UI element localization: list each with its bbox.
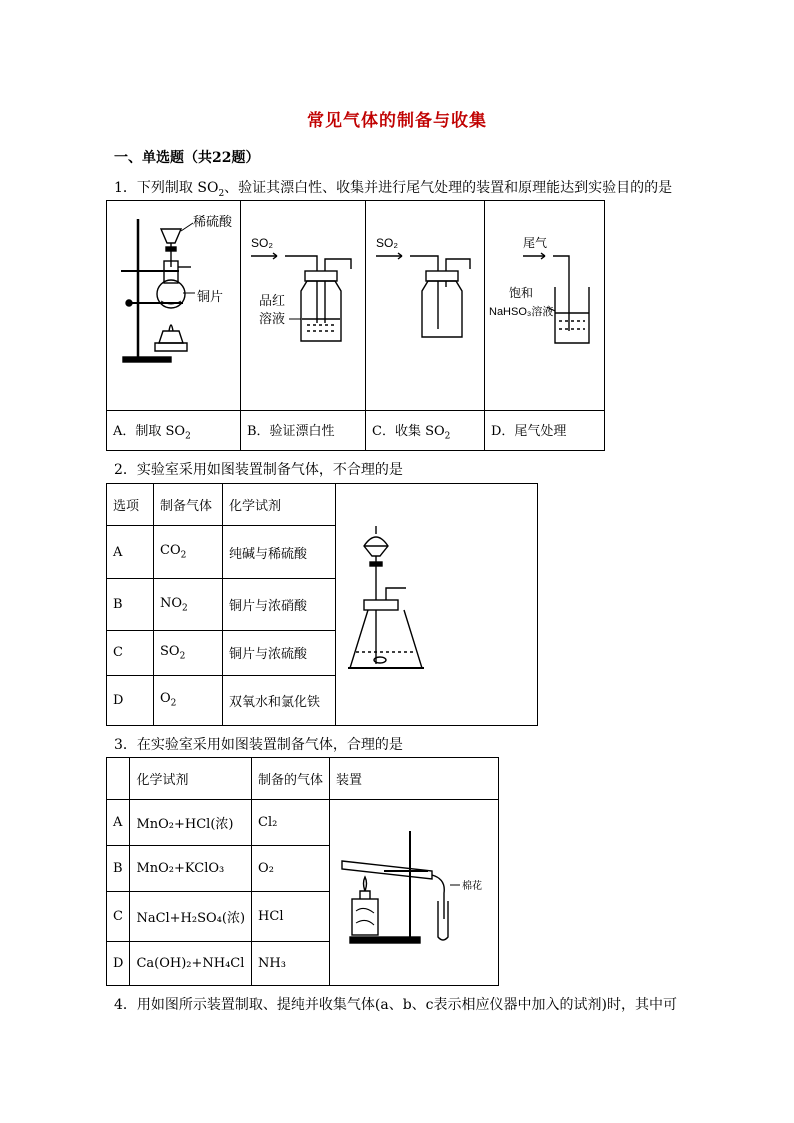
wash-bottle-figure [241,201,365,410]
question-2-table [106,483,538,726]
question-1-stem: 1．下列制取 $SO_2$、验证其漂白性、收集并进行尾气处理的装置和原理能达到实验目的的是 [114,180,673,199]
label-so2-b: SO₂ [251,236,273,250]
option-a: A．制取 $SO_2$ [107,411,241,451]
row-option: D [107,675,154,725]
row-gas: NH₃ [252,942,330,986]
header-reagent: 化学试剂 [130,758,252,800]
option-d: D．尾气处理 [485,411,605,451]
figure-cell-q3 [330,800,499,986]
test-tube-heating-figure [330,801,498,985]
question-4-stem: 4．用如图所示装置制取、提纯并收集气体(a、b、c表示相应仪器中加入的试剂)时，其中可 [114,997,677,1013]
header-reagent: 化学试剂 [223,484,336,526]
row-option: C [107,892,130,942]
collection-bottle-figure [366,201,484,410]
label-nahso3: NaHSO₃溶液 [489,306,554,318]
header-option: 选项 [107,484,154,526]
row-gas: $NO_2$ [154,578,223,630]
label-tail-gas: 尾气 [523,236,548,250]
label-dilute-sulfuric-acid: 稀硫酸 [193,214,233,229]
separatory-funnel-flask-figure [336,484,536,725]
header-gas: 制备气体 [154,484,223,526]
row-gas: HCl [252,892,330,942]
row-option: A [107,526,154,578]
label-pinkred: 品红 [259,293,286,308]
row-gas: $SO_2$ [154,631,223,675]
row-gas: Cl₂ [252,800,330,846]
row-option: B [107,578,154,630]
figure-b-cell [241,201,366,411]
question-2-stem: 2．实验室采用如图装置制备气体，不合理的是 [114,462,403,478]
question-3-stem: 3．在实验室采用如图装置制备气体，合理的是 [114,737,403,753]
row-reagent: NaCl+H₂SO₄(浓) [130,892,252,942]
question-1-table [106,200,605,451]
label-so2-c: SO₂ [376,236,398,250]
page-title: 常见气体的制备与收集 [307,111,487,131]
label-solution: 溶液 [259,311,286,326]
row-reagent: 铜片与浓硝酸 [223,578,336,630]
row-option: A [107,800,130,846]
row-reagent: 双氧水和氯化铁 [223,675,336,725]
header-blank [107,758,130,800]
beaker-figure [485,201,604,410]
row-option: C [107,631,154,675]
row-reagent: MnO₂+KClO₃ [130,846,252,892]
option-c: C．收集 $SO_2$ [366,411,485,451]
question-3-table [106,757,499,986]
row-option: D [107,942,130,986]
option-b: B．验证漂白性 [241,411,366,451]
row-gas: $O_2$ [154,675,223,725]
figure-a-cell [107,201,241,411]
figure-d-cell [485,201,605,411]
header-apparatus: 装置 [330,758,499,800]
label-copper: 铜片 [197,289,224,304]
row-option: B [107,846,130,892]
row-reagent: MnO₂+HCl(浓) [130,800,252,846]
figure-c-cell [366,201,485,411]
row-reagent: 铜片与浓硫酸 [223,631,336,675]
label-saturated: 饱和 [509,286,534,300]
label-cotton: 棉花 [462,880,483,892]
row-reagent: Ca(OH)₂+NH₄Cl [130,942,252,986]
header-gas: 制备的气体 [252,758,330,800]
section-heading: 一、单选题（共22题） [114,150,260,166]
row-reagent: 纯碱与稀硫酸 [223,526,336,578]
distillation-flask-figure [107,201,240,410]
row-gas: $CO_2$ [154,526,223,578]
figure-cell-q2 [336,484,538,726]
row-gas: O₂ [252,846,330,892]
